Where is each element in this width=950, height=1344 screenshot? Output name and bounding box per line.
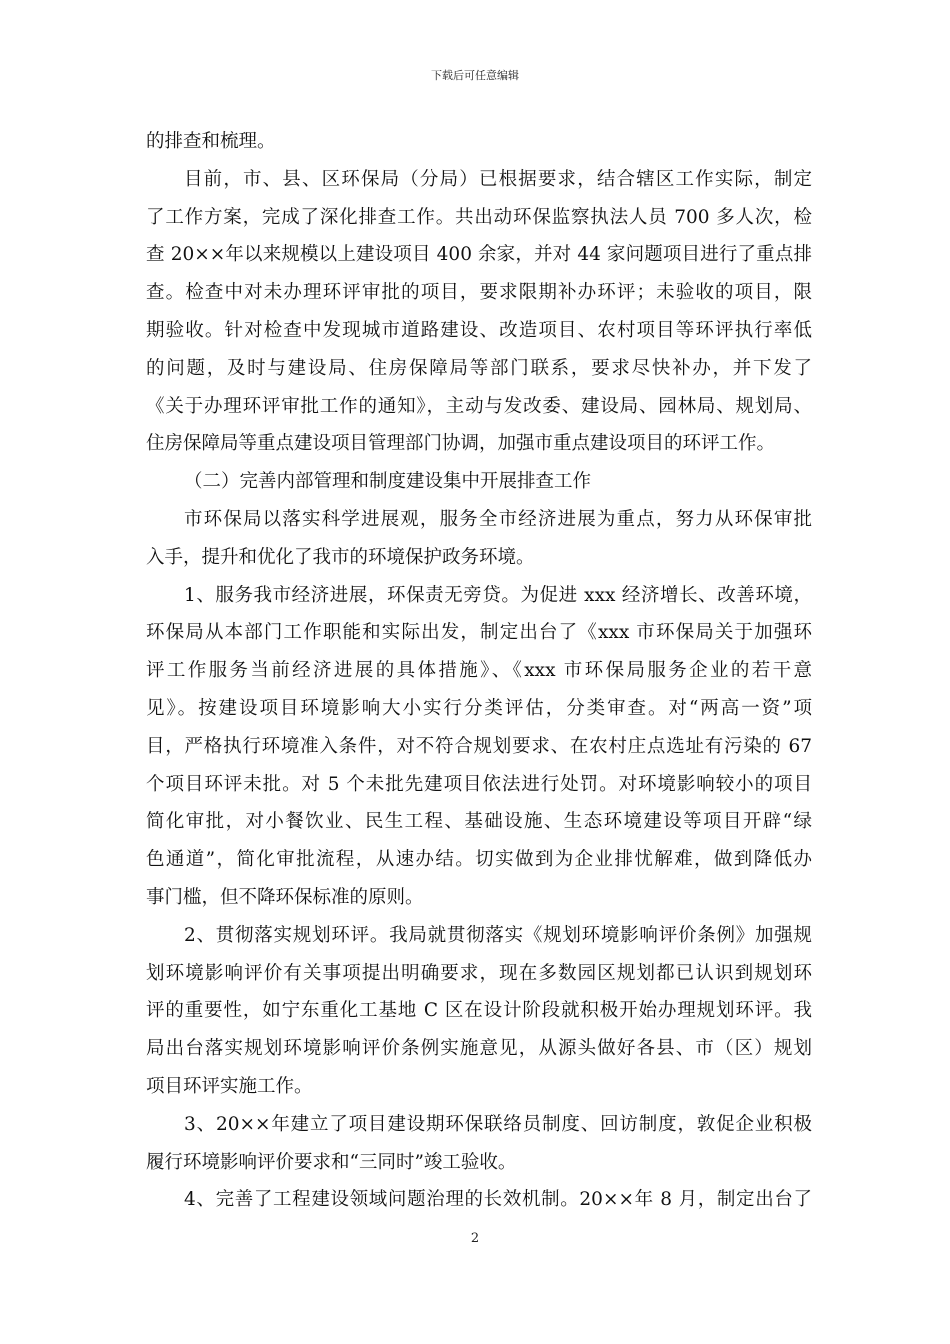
text-line: 环保局从本部门工作职能和实际出发，制定出台了《xxx 市环保局关于加强环 <box>146 622 812 644</box>
text-line: 局出台落实规划环境影响评价条例实施意见，从源头做好各县、市（区）规划 <box>146 1038 812 1060</box>
text-line: 事门槛，但不降环保标准的原则。 <box>146 886 424 908</box>
text-line: 目前，市、县、区环保局（分局）已根据要求，结合辖区工作实际，制定 <box>184 168 812 190</box>
text-line: 3、20××年建立了项目建设期环保联络员制度、回访制度，敦促企业积极 <box>184 1113 812 1135</box>
text-line: 履行环境影响评价要求和“三同时”竣工验收。 <box>146 1151 517 1173</box>
text-line: 查 20××年以来规模以上建设项目 400 余家，并对 44 家问题项目进行了重点排 <box>146 244 812 266</box>
document-body <box>146 123 812 1219</box>
text-line: 了工作方案，完成了深化排查工作。共出动环保监察执法人员 700 多人次，检 <box>146 206 812 228</box>
text-line: 2、贯彻落实规划环评。我局就贯彻落实《规划环境影响评价条例》加强规 <box>184 924 812 946</box>
text-line: 评的重要性，如宁东重化工基地 C 区在设计阶段就积极开始办理规划环评。我 <box>146 1000 812 1022</box>
text-line: 的问题，及时与建设局、住房保障局等部门联系，要求尽快补办，并下发了 <box>146 357 812 379</box>
text-line: 划环境影响评价有关事项提出明确要求，现在多数园区规划都已认识到规划环 <box>146 962 812 984</box>
text-line: 简化审批，对小餐饮业、民生工程、基础设施、生态环境建设等项目开辟“绿 <box>146 811 812 833</box>
text-line: 的排查和梳理。 <box>146 131 276 152</box>
text-line: 查。检查中对未办理环评审批的项目，要求限期补办环评；未验收的项目，限 <box>146 282 812 304</box>
text-line: 1、服务我市经济进展，环保责无旁贷。为促进 xxx 经济增长、改善环境， <box>184 584 812 606</box>
text-line: 期验收。针对检查中发现城市道路建设、改造项目、农村项目等环评执行率低 <box>146 319 812 341</box>
text-line: 色通道”，简化审批流程，从速办结。切实做到为企业排忧解难，做到降低办 <box>146 849 812 871</box>
text-line: 《关于办理环评审批工作的通知》，主动与发改委、建设局、园林局、规划局、 <box>146 395 812 417</box>
text-line: 目，严格执行环境准入条件，对不符合规划要求、在农村庄点选址有污染的 67 <box>146 735 812 757</box>
text-line: 见》。按建设项目环境影响大小实行分类评估，分类审查。对“两高一资”项 <box>146 697 812 719</box>
text-line: 个项目环评未批。对 5 个未批先建项目依法进行处罚。对环境影响较小的项目 <box>146 773 812 795</box>
header-note: 下载后可任意编辑 <box>431 69 519 82</box>
text-line: 项目环评实施工作。 <box>146 1075 313 1097</box>
section-heading: （二）完善内部管理和制度建设集中开展排查工作 <box>184 471 592 493</box>
text-line: 入手，提升和优化了我市的环境保护政务环境。 <box>146 546 535 568</box>
text-line: 评工作服务当前经济进展的具体措施》、《xxx 市环保局服务企业的若干意 <box>146 660 812 682</box>
page-number: 2 <box>470 1231 480 1246</box>
text-line: 住房保障局等重点建设项目管理部门协调，加强市重点建设项目的环评工作。 <box>146 433 776 455</box>
text-line: 4、完善了工程建设领域问题治理的长效机制。20××年 8 月，制定出台了 <box>184 1189 812 1211</box>
text-line: 市环保局以落实科学进展观，服务全市经济进展为重点，努力从环保审批 <box>184 508 812 530</box>
